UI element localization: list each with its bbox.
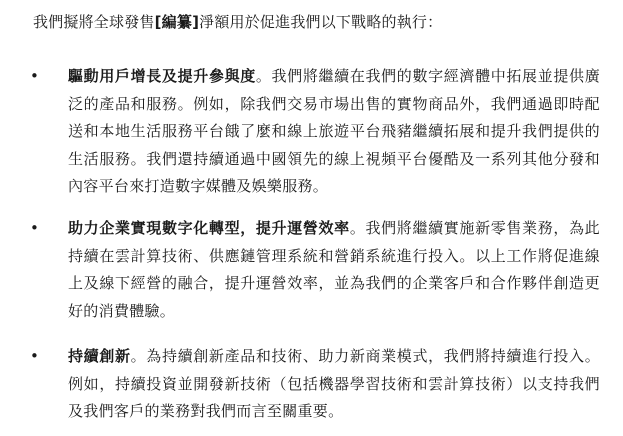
strategy-item-heading: 驅動用戶增長及提升參與度 (68, 67, 256, 85)
strategy-item-text (68, 343, 600, 426)
strategy-item-body: 。我們將繼續在我們的數字經濟體中拓展並提供廣泛的產品和服務。例如，除我們交易市場出售的實物商品外，我們通過即時配送和本地生活服務平台餓了麼和線上旅遊平台飛豬繼續拓展和提升我們提供的生活服務。我們還持續通過中國領先的線上視頻平台優酷及一系列其他分發和內容平台來打造數字媒體及娛樂服務。 (68, 67, 600, 195)
strategy-item-text (68, 215, 600, 325)
strategy-item-body: 。我們將繼續實施新零售業務，為此持續在雲計算技術、供應鏈管理系統和營銷系統進行投入。以上工作將促進線上及線下經營的融合，提升運營效率，並為我們的企業客戶和合作夥伴創造更好的消費體驗。 (68, 219, 600, 320)
intro-redacted-marker: [編纂] (154, 13, 200, 31)
bullet-marker: • (30, 67, 39, 85)
intro-paragraph (33, 10, 442, 34)
strategy-item-body: 。為持續創新產品和技術、助力新商業模式，我們將持續進行投入。例如，持續投資並開發新技術（包括機器學習技術和雲計算技術）以支持我們及我們客戶的業務對我們而言至關重要。 (68, 347, 600, 420)
bullet-marker: • (30, 347, 39, 365)
strategy-item-text (68, 63, 600, 201)
intro-text-before: 我們擬將全球發售 (33, 13, 155, 31)
strategy-item-heading: 助力企業實現數字化轉型，提升運營效率 (68, 219, 350, 237)
strategy-item-heading: 持續創新 (68, 347, 131, 365)
intro-text-after: 淨額用於促進我們以下戰略的執行： (199, 13, 443, 31)
bullet-marker: • (30, 219, 39, 237)
